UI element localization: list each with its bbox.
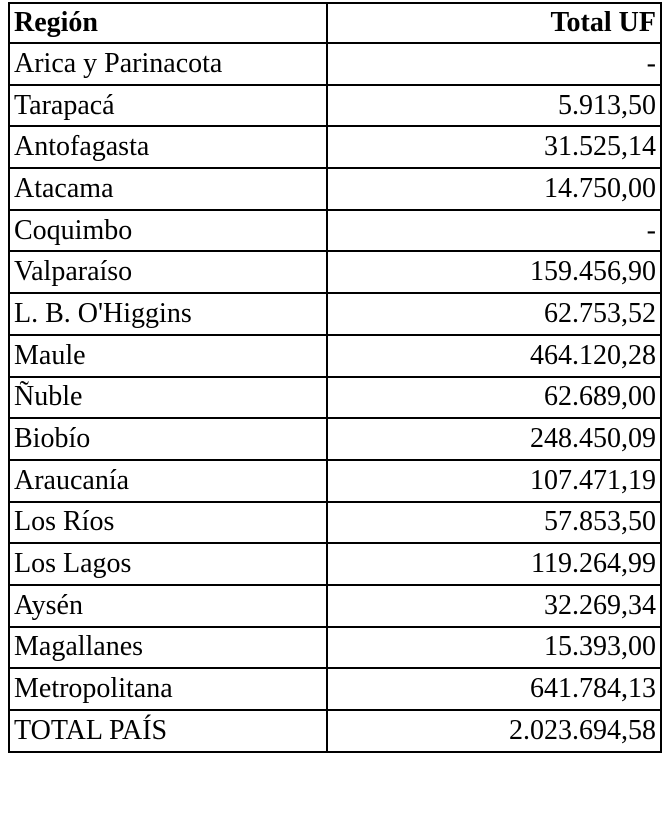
total-label-cell: TOTAL PAÍS	[9, 710, 327, 752]
table-row	[9, 293, 661, 335]
table-row	[9, 126, 661, 168]
region-cell: Ñuble	[9, 377, 327, 419]
region-cell: Los Lagos	[9, 543, 327, 585]
table-row	[9, 85, 661, 127]
region-cell: Valparaíso	[9, 251, 327, 293]
table-row	[9, 460, 661, 502]
total-uf-cell: 32.269,34	[327, 585, 661, 627]
region-cell: Tarapacá	[9, 85, 327, 127]
table-row	[9, 627, 661, 669]
region-cell: Maule	[9, 335, 327, 377]
table-row	[9, 585, 661, 627]
table-row	[9, 251, 661, 293]
region-table-container	[8, 2, 660, 753]
region-cell: Atacama	[9, 168, 327, 210]
total-uf-cell: 62.689,00	[327, 377, 661, 419]
table-row	[9, 168, 661, 210]
region-cell: Coquimbo	[9, 210, 327, 252]
total-uf-cell: -	[327, 43, 661, 85]
region-cell: Metropolitana	[9, 668, 327, 710]
region-cell: Aysén	[9, 585, 327, 627]
total-value-cell: 2.023.694,58	[327, 710, 661, 752]
table-row	[9, 335, 661, 377]
region-total-uf-table	[8, 2, 662, 753]
total-uf-cell: 15.393,00	[327, 627, 661, 669]
header-total-uf: Total UF	[327, 3, 661, 43]
total-uf-cell: 119.264,99	[327, 543, 661, 585]
header-region: Región	[9, 3, 327, 43]
table-row	[9, 43, 661, 85]
total-uf-cell: 5.913,50	[327, 85, 661, 127]
total-uf-cell: 641.784,13	[327, 668, 661, 710]
region-cell: Antofagasta	[9, 126, 327, 168]
total-uf-cell: 31.525,14	[327, 126, 661, 168]
region-cell: Los Ríos	[9, 502, 327, 544]
table-header-row	[9, 3, 661, 43]
table-row	[9, 377, 661, 419]
table-row	[9, 418, 661, 460]
region-cell: Magallanes	[9, 627, 327, 669]
table-row	[9, 502, 661, 544]
total-uf-cell: 159.456,90	[327, 251, 661, 293]
total-uf-cell: 107.471,19	[327, 460, 661, 502]
total-uf-cell: 248.450,09	[327, 418, 661, 460]
total-uf-cell: -	[327, 210, 661, 252]
region-cell: Arica y Parinacota	[9, 43, 327, 85]
total-uf-cell: 57.853,50	[327, 502, 661, 544]
total-uf-cell: 62.753,52	[327, 293, 661, 335]
total-uf-cell: 464.120,28	[327, 335, 661, 377]
region-cell: L. B. O'Higgins	[9, 293, 327, 335]
total-uf-cell: 14.750,00	[327, 168, 661, 210]
table-row	[9, 668, 661, 710]
total-row	[9, 710, 661, 752]
region-cell: Biobío	[9, 418, 327, 460]
region-cell: Araucanía	[9, 460, 327, 502]
table-row	[9, 543, 661, 585]
table-row	[9, 210, 661, 252]
